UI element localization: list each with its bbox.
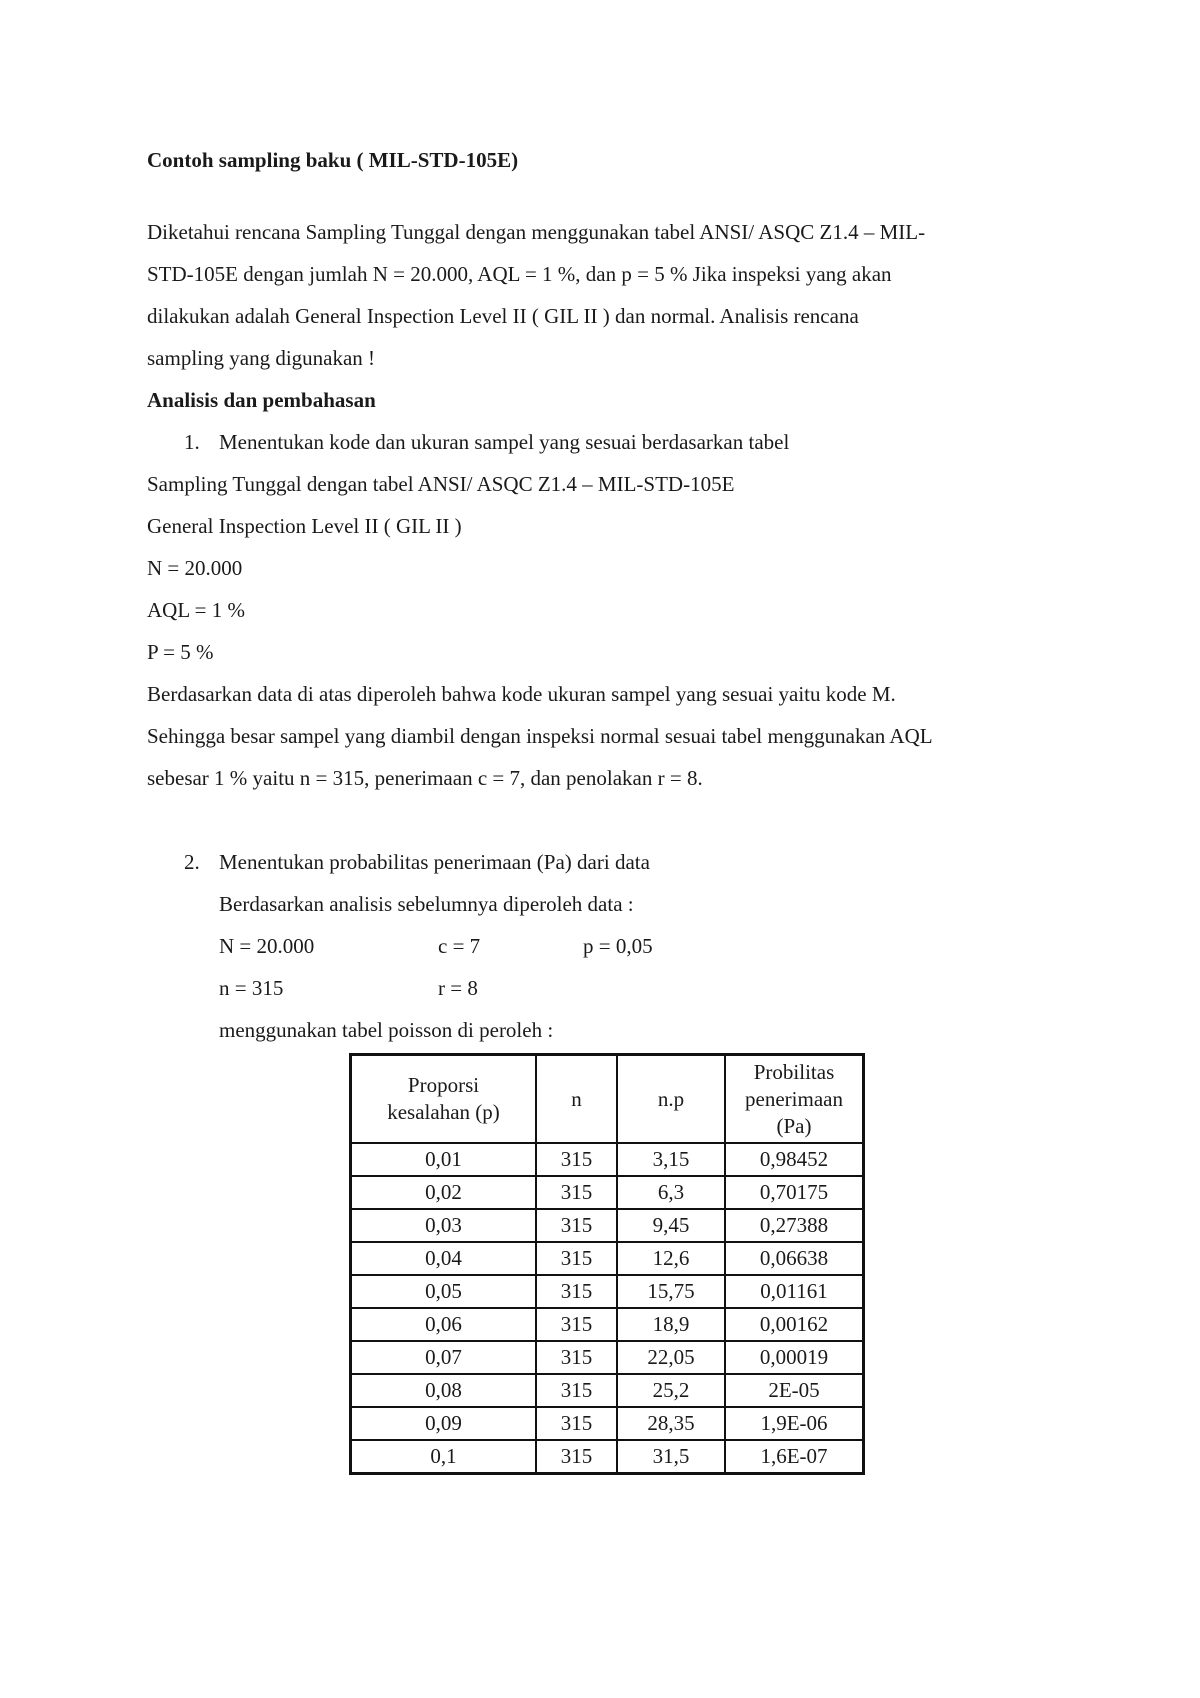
cell-p: 0,07 [351,1341,537,1374]
cell-pa: 0,98452 [725,1143,864,1176]
cell-np: 28,35 [617,1407,725,1440]
step2-heading: Menentukan probabilitas penerimaan (Pa) dari data [219,850,650,874]
step1-number: 1. [184,430,200,454]
cell-np: 9,45 [617,1209,725,1242]
value-N: N = 20.000 [219,934,315,958]
cell-np: 15,75 [617,1275,725,1308]
step1-line: Sehingga besar sampel yang diambil dengan inspeksi normal sesuai tabel menggunakan AQL [147,724,933,748]
header-text: n [571,1086,582,1111]
cell-np: 18,9 [617,1308,725,1341]
header-n [536,1055,617,1144]
table-row [351,1242,864,1275]
value-c: c = 7 [438,934,481,958]
header-text: penerimaan [745,1086,843,1111]
cell-np: 6,3 [617,1176,725,1209]
step2-line: Berdasarkan analisis sebelumnya diperoleh data : [219,892,634,916]
cell-n: 315 [536,1209,617,1242]
header-text: n.p [657,1086,685,1111]
table-row [351,1341,864,1374]
intro-line: dilakukan adalah General Inspection Level II ( GIL II ) dan normal. Analisis rencana [147,304,859,328]
table-row [351,1308,864,1341]
cell-p: 0,06 [351,1308,537,1341]
cell-pa: 0,70175 [725,1176,864,1209]
table-row [351,1209,864,1242]
cell-np: 31,5 [617,1440,725,1474]
step1-line: AQL = 1 % [147,598,245,622]
cell-n: 315 [536,1341,617,1374]
cell-pa: 0,00019 [725,1341,864,1374]
step1-line: P = 5 % [147,640,214,664]
step2-number: 2. [184,850,200,874]
cell-np: 3,15 [617,1143,725,1176]
table-row [351,1176,864,1209]
cell-n: 315 [536,1275,617,1308]
table-row [351,1407,864,1440]
header-np [617,1055,725,1144]
table-row [351,1374,864,1407]
step1-line: General Inspection Level II ( GIL II ) [147,514,462,538]
cell-n: 315 [536,1242,617,1275]
step1-line: N = 20.000 [147,556,243,580]
step1-line: Berdasarkan data di atas diperoleh bahwa kode ukuran sampel yang sesuai yaitu kode M. [147,682,896,706]
cell-n: 315 [536,1143,617,1176]
intro-line: STD-105E dengan jumlah N = 20.000, AQL = 1 %, dan p = 5 % Jika inspeksi yang akan [147,262,892,286]
cell-p: 0,08 [351,1374,537,1407]
cell-n: 315 [536,1407,617,1440]
table-row [351,1275,864,1308]
cell-np: 25,2 [617,1374,725,1407]
cell-pa: 0,00162 [725,1308,864,1341]
cell-pa: 0,01161 [725,1275,864,1308]
value-p: p = 0,05 [583,934,653,958]
cell-pa: 0,27388 [725,1209,864,1242]
intro-line: Diketahui rencana Sampling Tunggal dengan menggunakan tabel ANSI/ ASQC Z1.4 – MIL- [147,220,926,244]
cell-p: 0,04 [351,1242,537,1275]
step1-line: sebesar 1 % yaitu n = 315, penerimaan c = 7, dan penolakan r = 8. [147,766,703,790]
step1-heading: Menentukan kode dan ukuran sampel yang sesuai berdasarkan tabel [219,430,790,454]
section-heading: Analisis dan pembahasan [147,388,376,412]
cell-n: 315 [536,1308,617,1341]
cell-n: 315 [536,1374,617,1407]
table-row [351,1143,864,1176]
cell-p: 0,03 [351,1209,537,1242]
poisson-table [349,1053,865,1475]
table-row [351,1440,864,1474]
step2-line: menggunakan tabel poisson di peroleh : [219,1018,554,1042]
cell-pa: 0,06638 [725,1242,864,1275]
step1-line: Sampling Tunggal dengan tabel ANSI/ ASQC Z1.4 – MIL-STD-105E [147,472,735,496]
cell-p: 0,01 [351,1143,537,1176]
value-r: r = 8 [438,976,478,1000]
header-text: Probilitas [753,1059,835,1084]
cell-np: 22,05 [617,1341,725,1374]
cell-p: 0,09 [351,1407,537,1440]
intro-line: sampling yang digunakan ! [147,346,376,370]
cell-pa: 1,9E-06 [725,1407,864,1440]
cell-p: 0,05 [351,1275,537,1308]
header-pa [725,1055,864,1144]
document-title: Contoh sampling baku ( MIL-STD-105E) [147,148,519,172]
header-proporsi [351,1055,537,1144]
cell-pa: 2E-05 [725,1374,864,1407]
cell-pa: 1,6E-07 [725,1440,864,1474]
cell-p: 0,1 [351,1440,537,1474]
cell-n: 315 [536,1176,617,1209]
header-text: Proporsi [407,1073,480,1097]
header-text: (Pa) [776,1113,812,1138]
table-header-row [351,1055,864,1144]
cell-n: 315 [536,1440,617,1474]
value-n: n = 315 [219,976,284,1000]
header-text: kesalahan (p) [387,1100,500,1124]
cell-np: 12,6 [617,1242,725,1275]
cell-p: 0,02 [351,1176,537,1209]
